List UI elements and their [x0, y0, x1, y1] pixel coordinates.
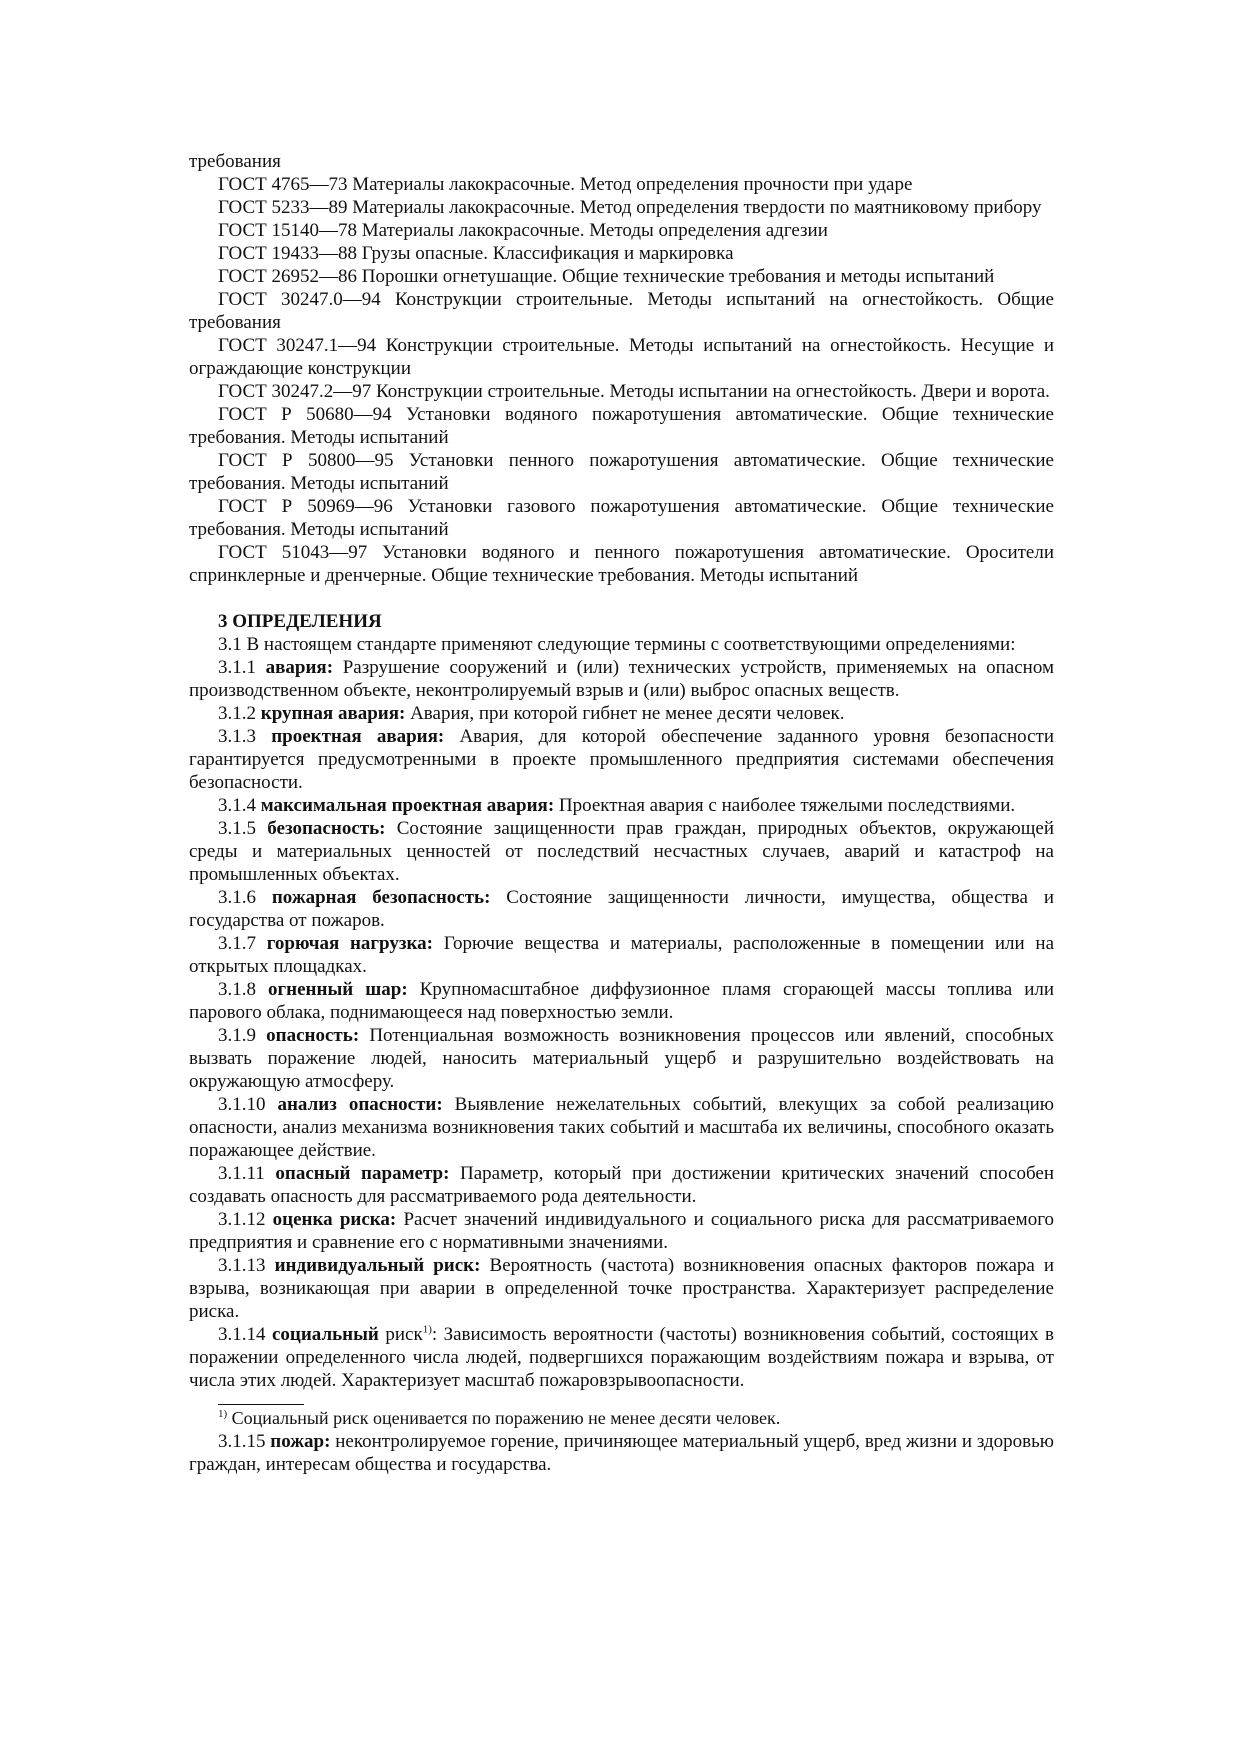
definition-term: крупная авария: [260, 703, 406, 724]
definition-number: 3.1.2 [218, 703, 256, 724]
section-intro: 3.1 В настоящем стандарте применяют следующие термины с соответствующими определениями: [218, 634, 1016, 655]
definition-term: пожарная безопасность: [271, 887, 491, 908]
footnote-text: Социальный риск оценивается по поражению не менее десяти человек. [227, 1408, 781, 1428]
definition-term: безопасность: [267, 818, 386, 839]
definition-number: 3.1.11 [218, 1163, 265, 1184]
definition-number: 3.1.6 [218, 887, 256, 908]
reference-item: ГОСТ 4765—73 Материалы лакокрасочные. Метод определения прочности при ударе [218, 174, 913, 195]
definition-item [189, 886, 1054, 932]
definition-term: авария: [265, 657, 334, 678]
definition-item [189, 1323, 1054, 1392]
definition-number: 3.1.5 [218, 818, 256, 839]
definition-text: Состояние защищенности личности, имущества, общества и государства от пожаров. [189, 887, 1054, 931]
definition-number: 3.1.9 [218, 1025, 256, 1046]
definition-item [189, 725, 1054, 794]
reference-item: ГОСТ 30247.0—94 Конструкции строительные. Методы испытаний на огнестойкость. Общие требования [189, 289, 1054, 333]
definition-text: Потенциальная возможность возникновения процессов или явлений, способных вызвать поражение людей, наносить материальный ущерб и разрушительно воздействовать на окружающую атмосферу. [189, 1025, 1054, 1092]
definition-item [189, 978, 1054, 1024]
section-heading: 3 ОПРЕДЕЛЕНИЯ [218, 611, 382, 632]
reference-list [189, 173, 1054, 587]
definition-term: опасный параметр: [275, 1163, 450, 1184]
definition-item [189, 702, 1054, 725]
definition-text: неконтролируемое горение, причиняющее материальный ущерб, вред жизни и здоровью граждан, интересам общества и государства. [189, 1431, 1054, 1475]
definition-item [189, 1162, 1054, 1208]
reference-item: ГОСТ Р 50969—96 Установки газового пожаротушения автоматические. Общие технические требования. Методы испытаний [189, 496, 1054, 540]
definition-term: проектная авария: [271, 726, 445, 747]
definition-term-plain: риск [385, 1324, 423, 1345]
definition-number: 3.1.8 [218, 979, 256, 1000]
definition-text: Разрушение сооружений и (или) технических устройств, применяемых на опасном производственном объекте, неконтролируемый взрыв и (или) выброс опасных веществ. [189, 657, 1054, 701]
definition-number: 3.1.14 [218, 1324, 266, 1345]
definition-item [189, 1093, 1054, 1162]
footnote [189, 1407, 1054, 1430]
definition-term: индивидуальный риск: [274, 1255, 481, 1276]
definition-term: максимальная проектная авария: [260, 795, 555, 816]
definition-number: 3.1.12 [218, 1209, 266, 1230]
reference-item: ГОСТ 30247.2—97 Конструкции строительные. Методы испытании на огнестойкость. Двери и ворота. [218, 381, 1050, 402]
definition-number: 3.1.3 [218, 726, 256, 747]
definitions-list [189, 656, 1054, 1392]
definition-item [189, 1208, 1054, 1254]
definition-number: 3.1.13 [218, 1255, 266, 1276]
reference-item: ГОСТ Р 50800—95 Установки пенного пожаротушения автоматические. Общие технические требования. Методы испытаний [189, 450, 1054, 494]
definition-number: 3.1.15 [218, 1431, 266, 1452]
definition-term: огненный шар: [268, 979, 408, 1000]
reference-item: ГОСТ 30247.1—94 Конструкции строительные. Методы испытаний на огнестойкость. Несущие и ограждающие конструкции [189, 335, 1054, 379]
definition-text: Вероятность (частота) возникновения опасных факторов пожара и взрыва, возникающая при аварии в определенной точке пространства. Характеризует распределение риска. [189, 1255, 1055, 1322]
definition-item [189, 1024, 1054, 1093]
definition-number: 3.1.1 [218, 657, 256, 678]
definition-term: пожар: [270, 1431, 331, 1452]
reference-item: ГОСТ 19433—88 Грузы опасные. Классификация и маркировка [218, 243, 734, 264]
definition-number: 3.1.10 [218, 1094, 266, 1115]
reference-item: ГОСТ 15140—78 Материалы лакокрасочные. Методы определения адгезии [218, 220, 828, 241]
definition-term: опасность: [266, 1025, 360, 1046]
definition-item [189, 817, 1054, 886]
definition-term: анализ опасности: [277, 1094, 443, 1115]
definition-item [189, 794, 1054, 817]
definition-item [189, 656, 1054, 702]
reference-item: ГОСТ 26952—86 Порошки огнетушащие. Общие технические требования и методы испытаний [218, 266, 995, 287]
definition-text: Выявление нежелательных событий, влекущих за собой реализацию опасности, анализ механизма возникновения таких событий и масштаба их величины, способного оказать поражающее действие. [189, 1094, 1054, 1161]
definition-term: горючая нагрузка: [266, 933, 433, 954]
definition-number: 3.1.7 [218, 933, 256, 954]
definition-text: Авария, для которой обеспечение заданного уровня безопасности гарантируется предусмотренными в проекте промышленного предприятия системами обеспечения безопасности. [189, 726, 1055, 793]
definition-text: Расчет значений индивидуального и социального риска для рассматриваемого предприятия и сравнение его с нормативными значениями. [189, 1209, 1055, 1253]
definition-text: Крупномасштабное диффузионное пламя сгорающей массы топлива или парового облака, поднимающееся над поверхностью земли. [189, 979, 1055, 1023]
section-gap [189, 587, 1054, 610]
footnote-reference[interactable]: 1) [422, 1323, 432, 1336]
definition-text: Авария, при которой гибнет не менее десяти человек. [410, 703, 845, 724]
continuation-text: требования [189, 151, 281, 172]
definition-text: Параметр, который при достижении критических значений способен создавать опасность для рассматриваемого рода деятельности. [189, 1163, 1055, 1207]
definition-text: Горючие вещества и материалы, расположенные в помещении или на открытых площадках. [189, 933, 1055, 977]
footnote-divider [218, 1404, 304, 1405]
definition-text: Состояние защищенности прав граждан, природных объектов, окружающей среды и материальных ценностей от последствий несчастных случаев, аварий и катастроф на промышленных объектах. [189, 818, 1054, 885]
definition-term: оценка риска: [272, 1209, 397, 1230]
definition-text: : Зависимость вероятности (частоты) возникновения событий, состоящих в поражении определенного числа людей, подвергшихся поражающим воздействиям пожара и взрыва, от числа этих людей. Характеризует масштаб пожаровзрывоопасности. [189, 1324, 1055, 1391]
reference-item: ГОСТ 5233—89 Материалы лакокрасочные. Метод определения твердости по маятниковому прибору [218, 197, 1042, 218]
reference-item: ГОСТ Р 50680—94 Установки водяного пожаротушения автоматические. Общие технические требования. Методы испытаний [189, 404, 1054, 448]
definition-item [189, 1430, 1054, 1476]
definition-number: 3.1.4 [218, 795, 256, 816]
definition-item [189, 932, 1054, 978]
definition-item [189, 1254, 1054, 1323]
reference-item: ГОСТ 51043—97 Установки водяного и пенного пожаротушения автоматические. Оросители спринклерные и дренчерные. Общие технические требования. Методы испытаний [189, 542, 1054, 586]
document-page [189, 150, 1054, 1476]
definition-text: Проектная авария с наиболее тяжелыми последствиями. [558, 795, 1016, 816]
definition-term: социальный [271, 1324, 379, 1345]
footnote-mark: 1) [218, 1408, 228, 1420]
